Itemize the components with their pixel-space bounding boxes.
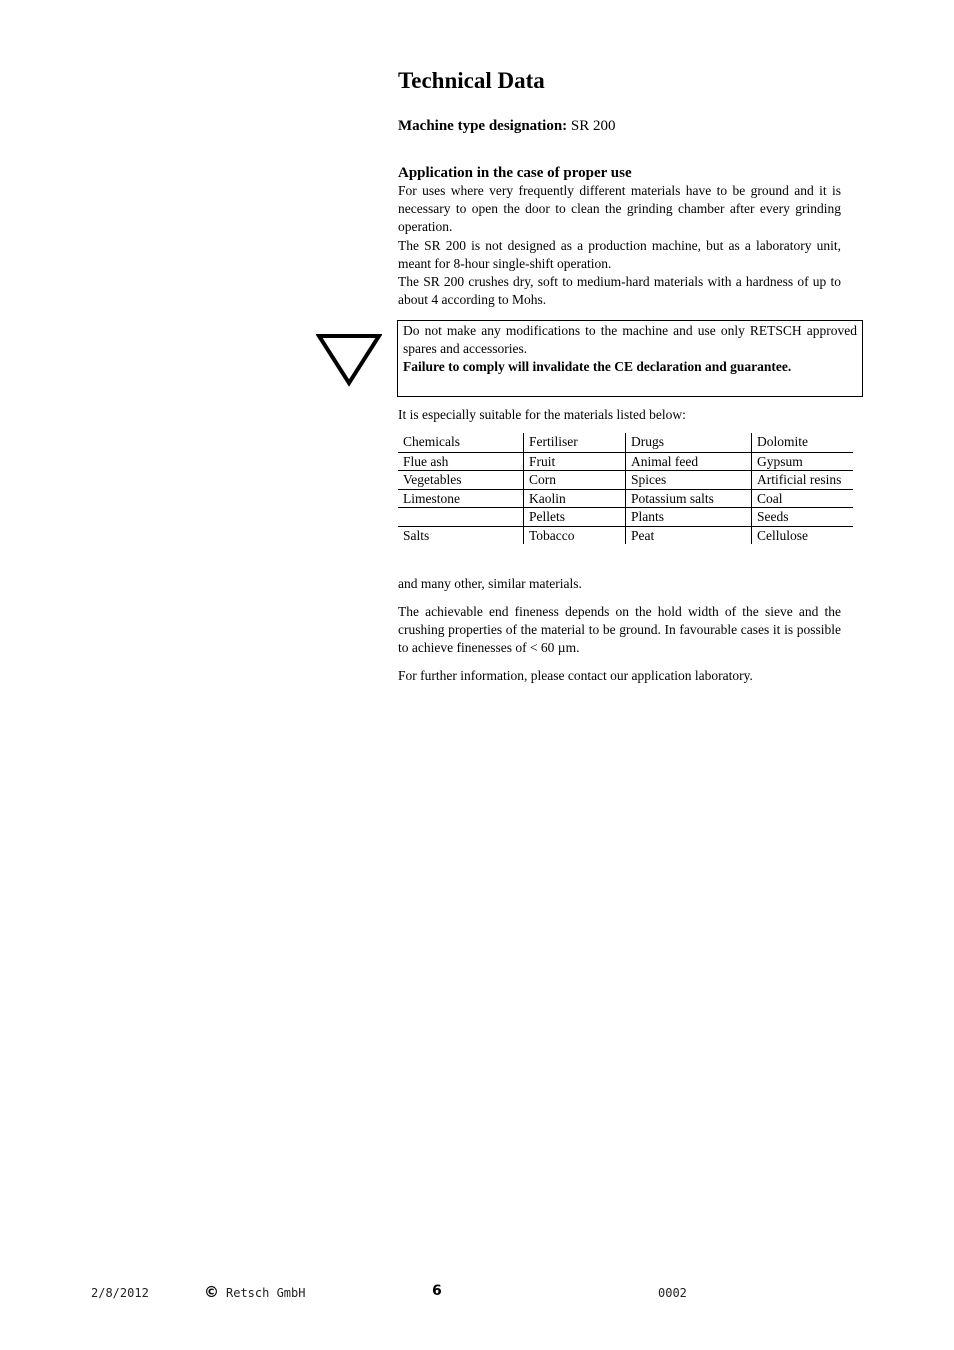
application-para-1: For uses where very frequently different materials have to be ground and it is necessary to open the door to clean the grinding chamber after every grinding operation. [398,183,841,235]
table-cell: Limestone [398,489,524,508]
footer-date: 2/8/2012 [91,1286,149,1300]
page-title: Technical Data [398,68,545,93]
table-cell: Pellets [524,508,626,527]
machine-type-label: Machine type designation: [398,118,568,134]
footer-code: 0002 [658,1286,687,1300]
table-cell: Fertiliser [524,433,626,452]
table-cell: Chemicals [398,433,524,452]
table-row [398,489,853,508]
warning-box [397,320,863,397]
footer-company: Retsch GmbH [226,1286,306,1300]
table-cell: Cellulose [757,527,808,543]
machine-type [398,116,841,136]
table-row [398,452,853,471]
table-cell: Flue ash [398,452,524,471]
application-para-3: The SR 200 crushes dry, soft to medium-hard materials with a hardness of up to about 4 according to Mohs. [398,274,841,308]
application-para-2: The SR 200 is not designed as a production machine, but as a laboratory unit, meant for 8-hour single-shift operation. [398,237,841,271]
table-cell: Corn [524,471,626,490]
machine-type-value: SR 200 [570,118,616,134]
copyright-icon: © [204,1283,219,1301]
application-heading: Application in the case of proper use [398,165,632,181]
table-cell: Kaolin [524,489,626,508]
table-cell: Vegetables [398,471,524,490]
table-cell: Animal feed [626,452,752,471]
warning-text: Do not make any modifications to the machine and use only RETSCH approved spares and accessories. [403,323,857,357]
table-cell: Dolomite [752,433,854,452]
table-cell: Gypsum [752,452,854,471]
warning-bold-text: Failure to comply will invalidate the CE declaration and guarantee. [403,359,792,375]
warning-triangle-icon [316,333,382,387]
page-number: 6 [432,1283,442,1299]
suitable-intro: It is especially suitable for the materials listed below: [398,407,686,422]
table-cell: Seeds [752,508,854,527]
table-cell: Spices [626,471,752,490]
table-row [398,526,853,544]
table-row [398,471,853,490]
contact-text: For further information, please contact our application laboratory. [398,668,753,683]
table-cell: Plants [626,508,752,527]
table-cell: Potassium salts [626,489,752,508]
table-cell: Fruit [524,452,626,471]
main-content [398,66,841,309]
table-cell: Artificial resins [752,471,854,490]
table-row [398,433,853,452]
table-cell: Drugs [626,433,752,452]
table-cell: Peat [626,526,752,544]
after-table-text: and many other, similar materials. [398,576,582,591]
table-row [398,508,853,527]
materials-table [398,433,853,544]
fineness-text: The achievable end fineness depends on the hold width of the sieve and the crushing properties of the material to be ground. In favourable cases it is possible to achieve finenesses of < 60 µm. [398,604,841,656]
table-cell: Salts [398,526,524,544]
table-cell: Coal [752,489,854,508]
table-cell [398,508,524,527]
table-cell: Tobacco [524,526,626,544]
